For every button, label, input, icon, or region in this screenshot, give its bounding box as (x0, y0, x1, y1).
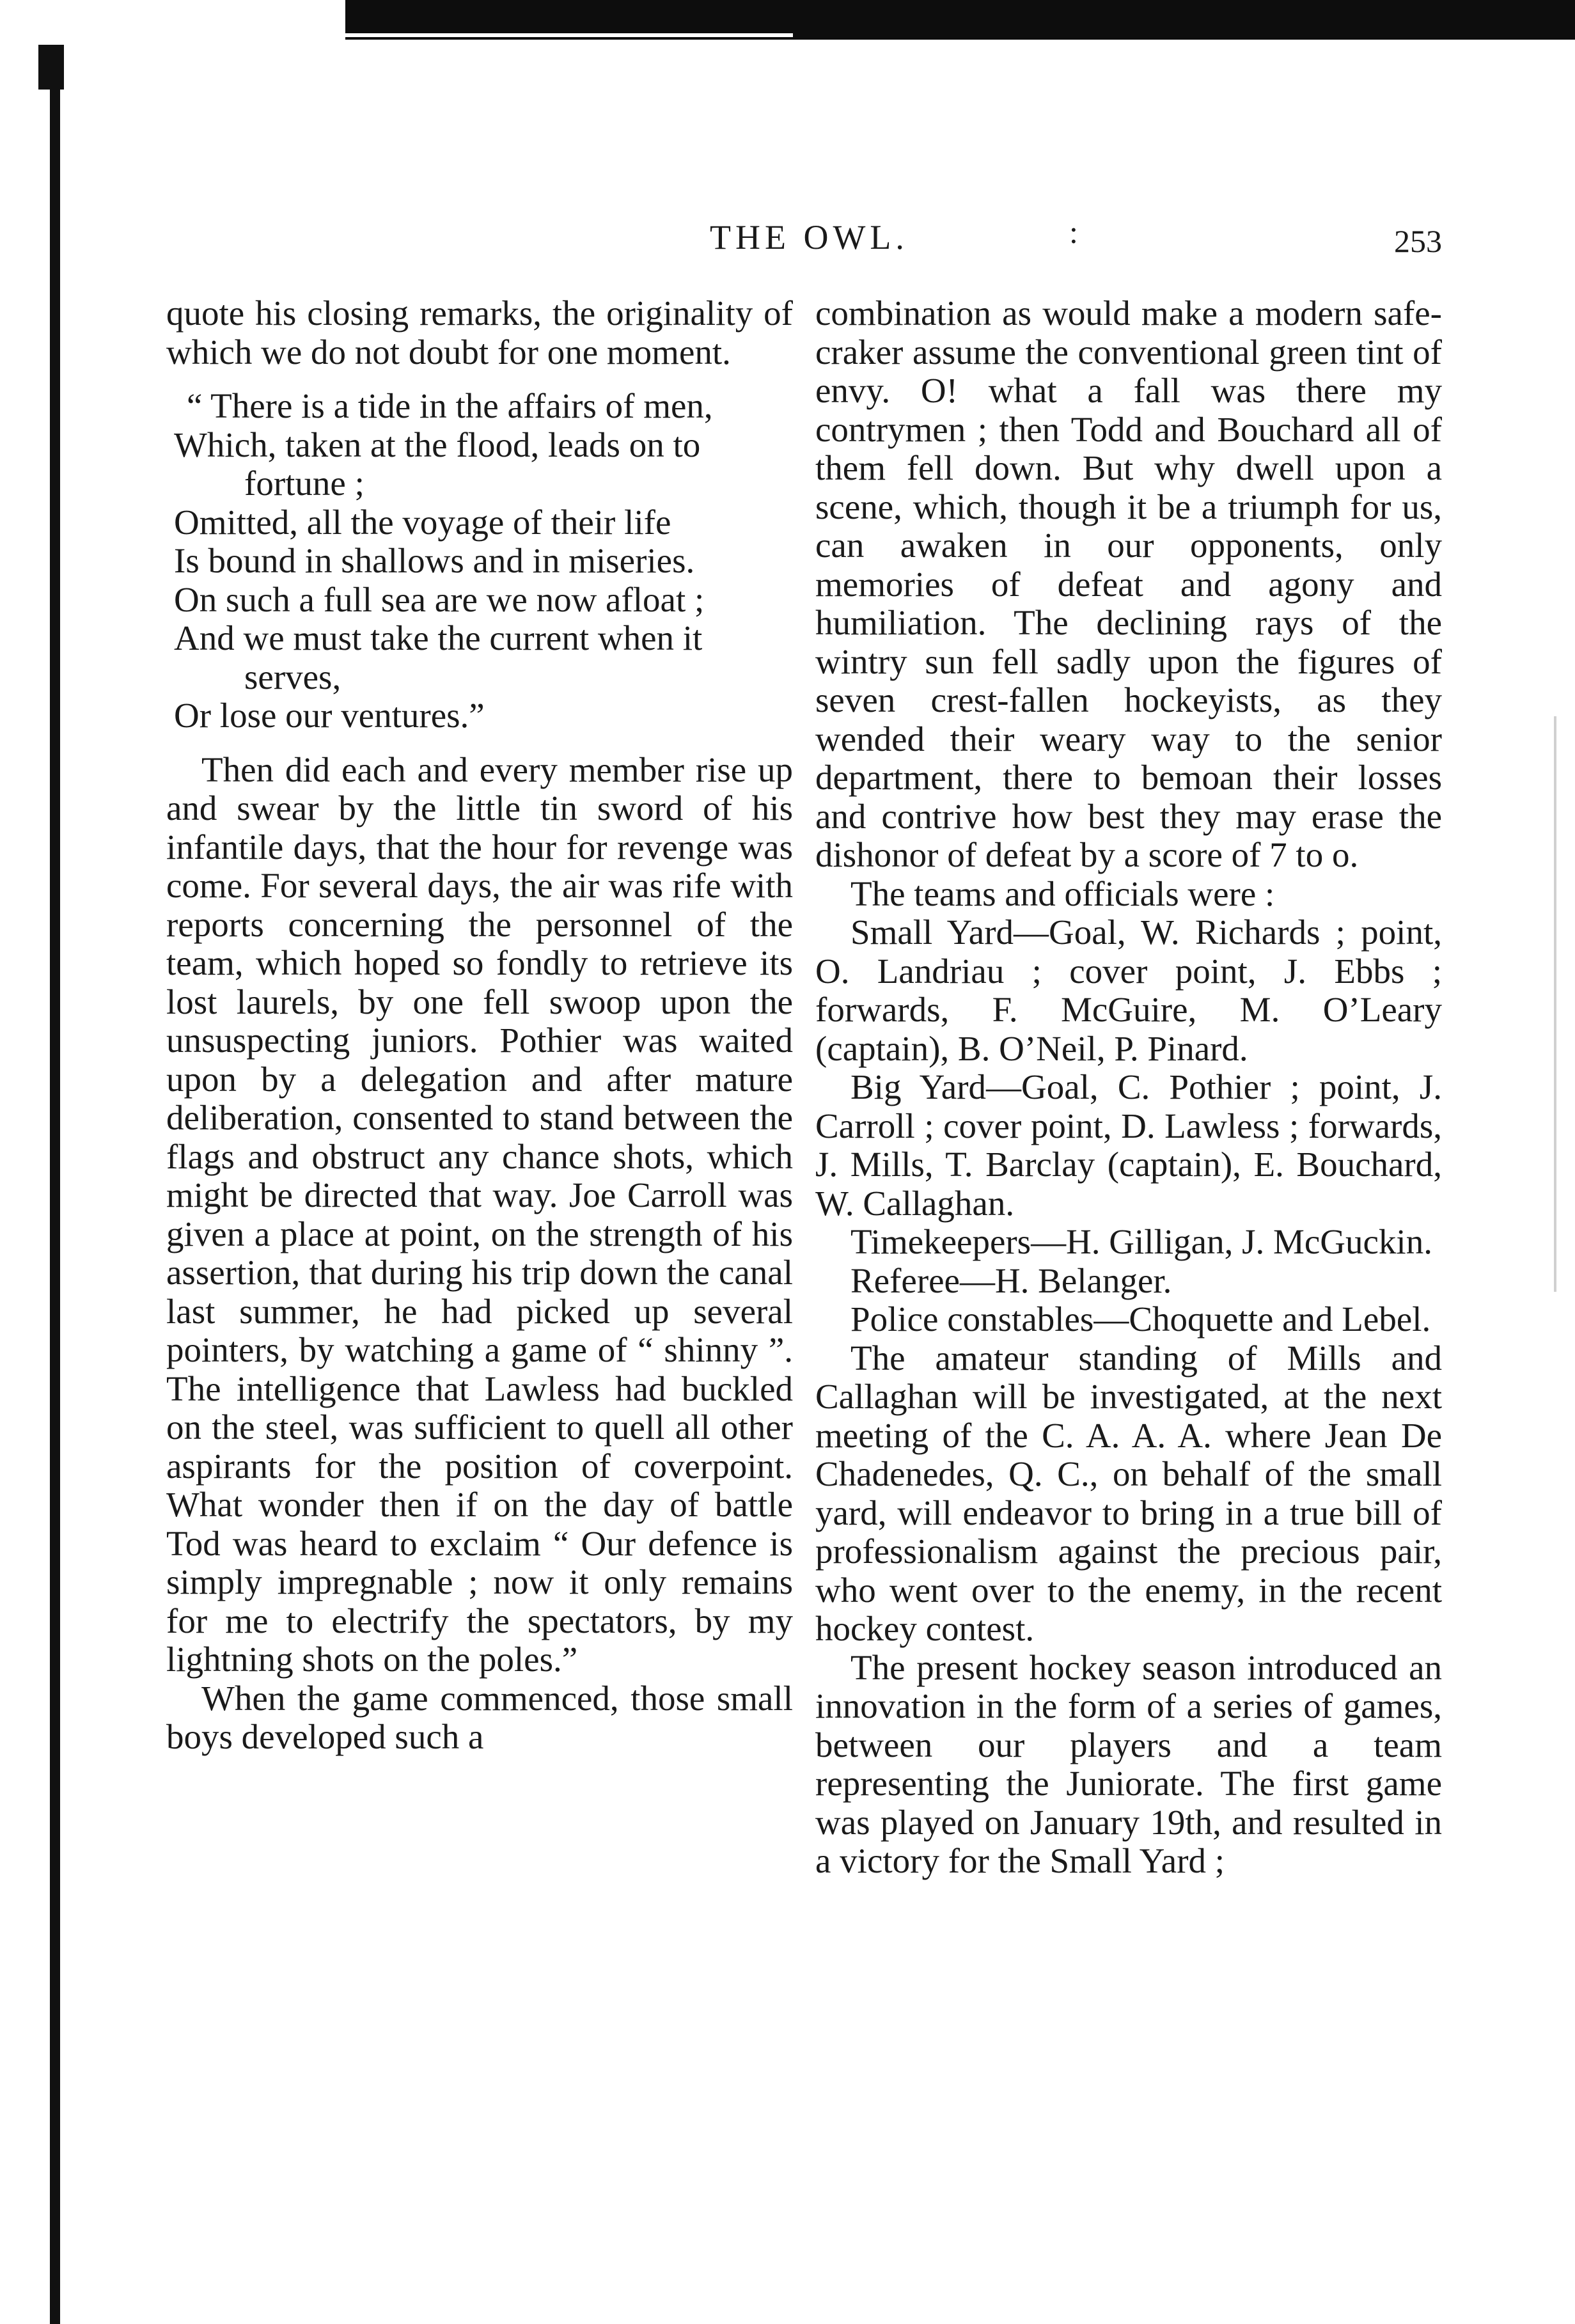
page-edge-shadow (1554, 716, 1556, 1292)
binding-edge (50, 51, 60, 2324)
verse-line: Which, taken at the flood, leads on to fortune ; (174, 425, 701, 503)
paragraph: The present hockey season introduced an innovation in the form of a series of games, between our players and a team representing the Juniorate. The first game was played on January 19th, and resulted in a victory for the Small Yard ; (815, 1647, 1442, 1880)
verse-line: On such a full sea are we now afloat ; (174, 579, 705, 619)
verse-line: Or lose our ventures.” (174, 696, 485, 735)
verse-line: “ There is a tide in the affairs of men, (187, 386, 713, 425)
verse-line: And we must take the current when it serves, (174, 618, 703, 696)
verse-line: Omitted, all the voyage of their life (174, 502, 671, 542)
paragraph: When the game commenced, those small boys developed such a (166, 1678, 793, 1756)
right-column (815, 294, 1442, 1881)
verse-quotation (174, 387, 793, 735)
paragraph: Then did each and every member rise up and swear by the little tin sword of his infantile days, that the hour for revenge was come. For several days, the air was rife with reports concerning the personnel of the team, which hoped so fondly to retrieve its lost laurels, by one fell swoop upon the unsuspecting juniors. Pothier was waited upon by a delegation and after mature deliberation, consented to stand between the flags and obstruct any chance shots, which might be directed that way. Joe Carroll was given a place at point, on the strength of his assertion, that during his trip down the canal last summer, he had picked up several pointers, by watching a game of “ shinny ”. The intelligence that Lawless had buckled on the steel, was sufficient to quell all other aspirants for the position of coverpoint. What wonder then if on the day of battle Tod was heard to exclaim “ Our defence is simply impregnable ; now it only remains for me to electrify the spectators, by my lightning shots on the poles.” (166, 750, 793, 1679)
header-mark: : (1069, 214, 1078, 250)
running-title: THE OWL. (710, 218, 909, 256)
page-header (0, 214, 1575, 275)
paragraph: The amateur standing of Mills and Callaghan will be investigated, at the next meeting of the C. A. A. A. where Jean De Chadenedes, Q. C., on behalf of the small yard, will endeavor to bring in a true bill of professionalism against the precious pair, who went over to the enemy, in the recent hockey contest. (815, 1338, 1442, 1648)
officials-listing: Timekeepers—H. Gilligan, J. McGuckin. (850, 1222, 1432, 1261)
verse-line: Is bound in shallows and in miseries. (174, 541, 695, 580)
paragraph: quote his closing remarks, the originality of which we do not doubt for one moment. (166, 294, 793, 372)
paragraph: combination as would make a modern safe-craker assume the conventional green tint of envy. O! what a fall was there my contrymen ; then Todd and Bouchard all of them fell down. But why dwell upon a scene, which, though it be a triumph for us, can awaken in our opponents, only memories of defeat and agony and humiliation. The declining rays of the wintry sun fell sadly upon the figures of seven crest-fallen hockeyists, as they wended their weary way to the senior department, there to bemoan their losses and contrive how best they may erase the dishonor of defeat by a score of 7 to o. (815, 294, 1442, 874)
team-listing: Small Yard—Goal, W. Richards ; point, O. Landriau ; cover point, J. Ebbs ; forwards, F. McGuire, M. O’Leary (captain), B. O’Neil, P. Pinard. (815, 913, 1442, 1068)
page-number: 253 (1394, 223, 1442, 259)
left-column (166, 294, 793, 1757)
top-scan-gap (345, 33, 793, 37)
paragraph: The teams and officials were : (850, 874, 1275, 913)
officials-listing: Referee—H. Belanger. (850, 1260, 1172, 1300)
team-listing: Big Yard—Goal, C. Pothier ; point, J. Carroll ; cover point, D. Lawless ; forwards, J. Mills, T. Barclay (captain), E. Bouchard, W. Callaghan. (815, 1067, 1442, 1223)
officials-listing: Police constables—Choquette and Lebel. (850, 1299, 1431, 1339)
